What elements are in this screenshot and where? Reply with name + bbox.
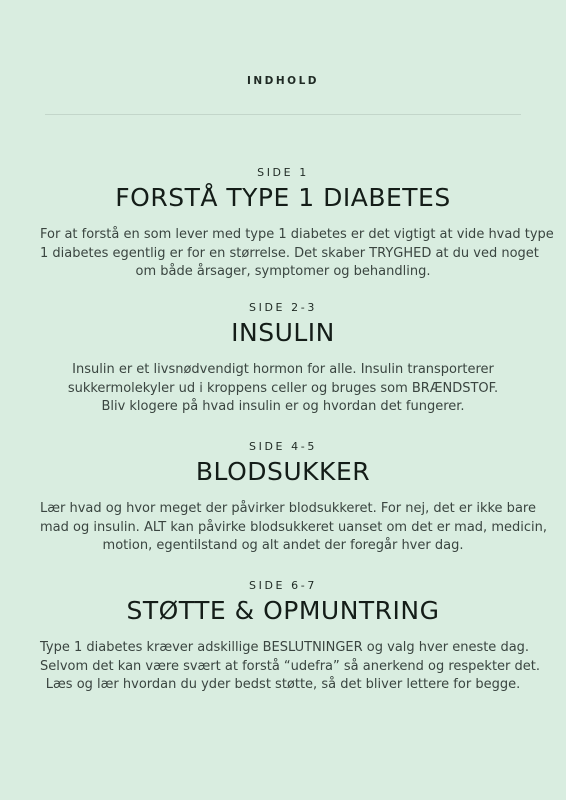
description-line: For at forstå en som lever med type 1 diabetes er det vigtigt at vide hvad type [40, 227, 554, 242]
description-line: Læs og lær hvordan du yder bedst støtte, så det bliver lettere for begge. [45, 677, 521, 692]
description-line: sukkermolekyler ud i kroppens celler og bruges som BRÆNDSTOF. [67, 380, 499, 396]
description-line: Lær hvad og hvor meget der påvirker blodsukkeret. For nej, det er ikke bare [40, 501, 536, 516]
section-description [0, 639, 566, 695]
header-divider [45, 114, 521, 115]
section-description [0, 500, 566, 556]
section-page-ref: SIDE 6-7 [249, 579, 317, 592]
description-line: mad og insulin. ALT kan påvirke blodsukkeret uanset om det er mad, medicin, [40, 519, 547, 535]
section-description [0, 361, 566, 417]
description-line: Bliv klogere på hvad insulin er og hvordan det fungerer. [101, 399, 465, 414]
section-page-ref: SIDE 1 [257, 166, 309, 179]
toc-section-stotte-opmuntring[interactable] [0, 579, 566, 695]
description-line: Selvom det kan være svært at forstå “udefra” så anerkend og respekter det. [40, 658, 540, 674]
section-description [0, 226, 566, 282]
section-title: INSULIN [231, 318, 335, 347]
section-page-ref: SIDE 4-5 [249, 440, 317, 453]
description-line: motion, egentilstand og alt andet der foregår hver dag. [102, 538, 464, 553]
description-line: 1 diabetes egentlig er for en størrelse. Det skaber TRYGHED at du ved noget [40, 245, 539, 261]
description-line: Insulin er et livsnødvendigt hormon for alle. Insulin transporterer [72, 362, 494, 377]
toc-section-blodsukker[interactable] [0, 440, 566, 556]
page-title: INDHOLD [246, 75, 320, 87]
section-title: BLODSUKKER [195, 457, 371, 486]
description-line: om både årsager, symptomer og behandling. [135, 264, 431, 279]
section-page-ref: SIDE 2-3 [249, 301, 317, 314]
section-title: FORSTÅ TYPE 1 DIABETES [115, 183, 451, 212]
toc-section-forsta-type-1-diabetes[interactable] [0, 166, 566, 282]
toc-section-insulin[interactable] [0, 301, 566, 417]
section-title: STØTTE & OPMUNTRING [126, 596, 440, 625]
description-line: Type 1 diabetes kræver adskillige BESLUTNINGER og valg hver eneste dag. [40, 640, 530, 655]
